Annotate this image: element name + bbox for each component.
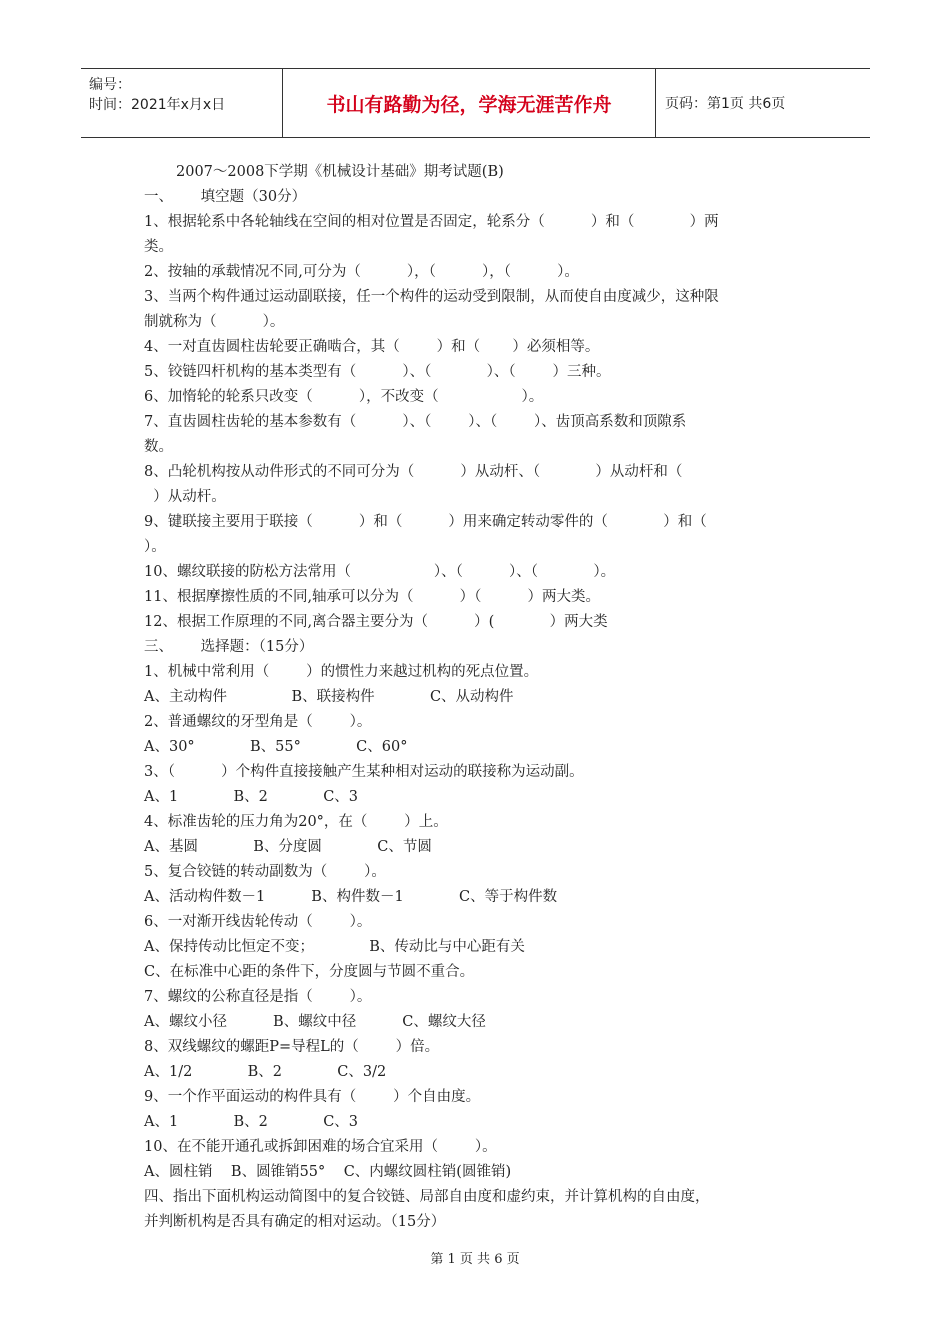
- exam-line: 4、标准齿轮的压力角为20°，在（ ）上。: [144, 814, 448, 830]
- page-header: [81, 68, 870, 138]
- exam-line: 9、一个作平面运动的构件具有（ ）个自由度。: [144, 1089, 481, 1105]
- exam-line: A、1 B、2 C、3: [144, 789, 359, 805]
- exam-line: 数。: [144, 439, 173, 455]
- exam-line: 8、双线螺纹的螺距P=导程L的（ ）倍。: [144, 1039, 440, 1055]
- exam-line: 7、直齿圆柱齿轮的基本参数有（ ）、（ ）、（ ）、齿顶高系数和顶隙系: [144, 414, 687, 430]
- number-label: 编号：: [89, 77, 131, 93]
- page-footer: 第 1 页 共 6 页: [430, 1252, 520, 1267]
- exam-line: 12、根据工作原理的不同,离合器主要分为（ ）( ）两大类: [144, 614, 608, 630]
- exam-line: A、30° B、55° C、60°: [144, 739, 408, 755]
- exam-line: 6、加惰轮的轮系只改变（ ），不改变（ ）。: [144, 389, 544, 405]
- exam-line: 类。: [144, 239, 173, 255]
- page-info: 页码：第1页 共6页: [665, 96, 786, 112]
- exam-line: ）从动杆。: [144, 489, 226, 505]
- exam-line: A、圆柱销 B、圆锥销55° C、内螺纹圆柱销(圆锥销): [144, 1164, 512, 1180]
- exam-line: 制就称为（ ）。: [144, 314, 285, 330]
- exam-line: ）。: [144, 539, 166, 555]
- exam-line: 9、键联接主要用于联接（ ）和（ ）用来确定转动零件的（ ）和（: [144, 514, 707, 530]
- exam-line: A、基圆 B、分度圆 C、节圆: [144, 839, 432, 855]
- exam-line: A、活动构件数－1 B、构件数－1 C、等于构件数: [144, 889, 558, 905]
- motto: 书山有路勤为径，学海无涯苦作舟: [282, 69, 656, 137]
- exam-line: 6、一对渐开线齿轮传动（ ）。: [144, 914, 372, 930]
- exam-line: 一、 填空题（30分）: [144, 189, 307, 205]
- exam-line: 四、指出下面机构运动简图中的复合铰链、局部自由度和虚约束，并计算机构的自由度，: [144, 1189, 710, 1205]
- exam-line: 并判断机构是否具有确定的相对运动。（15分）: [144, 1214, 446, 1230]
- exam-line: 8、凸轮机构按从动件形式的不同可分为（ ）从动杆、（ ）从动杆和（: [144, 464, 683, 480]
- exam-line: 4、一对直齿圆柱齿轮要正确啮合，其（ ）和（ ）必须相等。: [144, 339, 600, 355]
- exam-line: A、保持传动比恒定不变； B、传动比与中心距有关: [144, 939, 525, 955]
- exam-content: [144, 160, 814, 1235]
- exam-line: 7、螺纹的公称直径是指（ ）。: [144, 989, 372, 1005]
- exam-line: A、主动构件 B、联接构件 C、从动构件: [144, 689, 514, 705]
- exam-line: 11、根据摩擦性质的不同,轴承可以分为（ ）（ ）两大类。: [144, 589, 600, 605]
- exam-line: A、1 B、2 C、3: [144, 1114, 359, 1130]
- date-label: 时间：2021年x月x日: [89, 97, 226, 113]
- exam-line: C、在标准中心距的条件下，分度圆与节圆不重合。: [144, 964, 475, 980]
- exam-line: 5、复合铰链的转动副数为（ ）。: [144, 864, 386, 880]
- exam-line: A、螺纹小径 B、螺纹中径 C、螺纹大径: [144, 1014, 486, 1030]
- exam-line: 1、根据轮系中各轮轴线在空间的相对位置是否固定，轮系分（ ）和（ ）两: [144, 214, 719, 230]
- exam-line: 1、机械中常利用（ ）的惯性力来越过机构的死点位置。: [144, 664, 539, 680]
- header-left: [81, 69, 281, 137]
- exam-line: 5、铰链四杆机构的基本类型有（ ）、（ ）、（ ）三种。: [144, 364, 611, 380]
- exam-line: 3、（ ）个构件直接接触产生某种相对运动的联接称为运动副。: [144, 764, 584, 780]
- exam-line: 2、按轴的承载情况不同,可分为（ ），（ ），（ ）。: [144, 264, 579, 280]
- exam-line: 10、在不能开通孔或拆卸困难的场合宜采用（ ）。: [144, 1139, 497, 1155]
- exam-line: 3、当两个构件通过运动副联接，任一个构件的运动受到限制，从而使自由度减少，这种限: [144, 289, 719, 305]
- exam-lines: [144, 185, 814, 1235]
- exam-title: 2007～2008下学期《机械设计基础》期考试题(B): [176, 164, 504, 180]
- exam-line: A、1/2 B、2 C、3/2: [144, 1064, 387, 1080]
- exam-line: 10、螺纹联接的防松方法常用（ ）、（ ）、（ ）。: [144, 564, 616, 580]
- exam-line: 三、 选择题：（15分）: [144, 639, 314, 655]
- exam-line: 2、普通螺纹的牙型角是（ ）。: [144, 714, 372, 730]
